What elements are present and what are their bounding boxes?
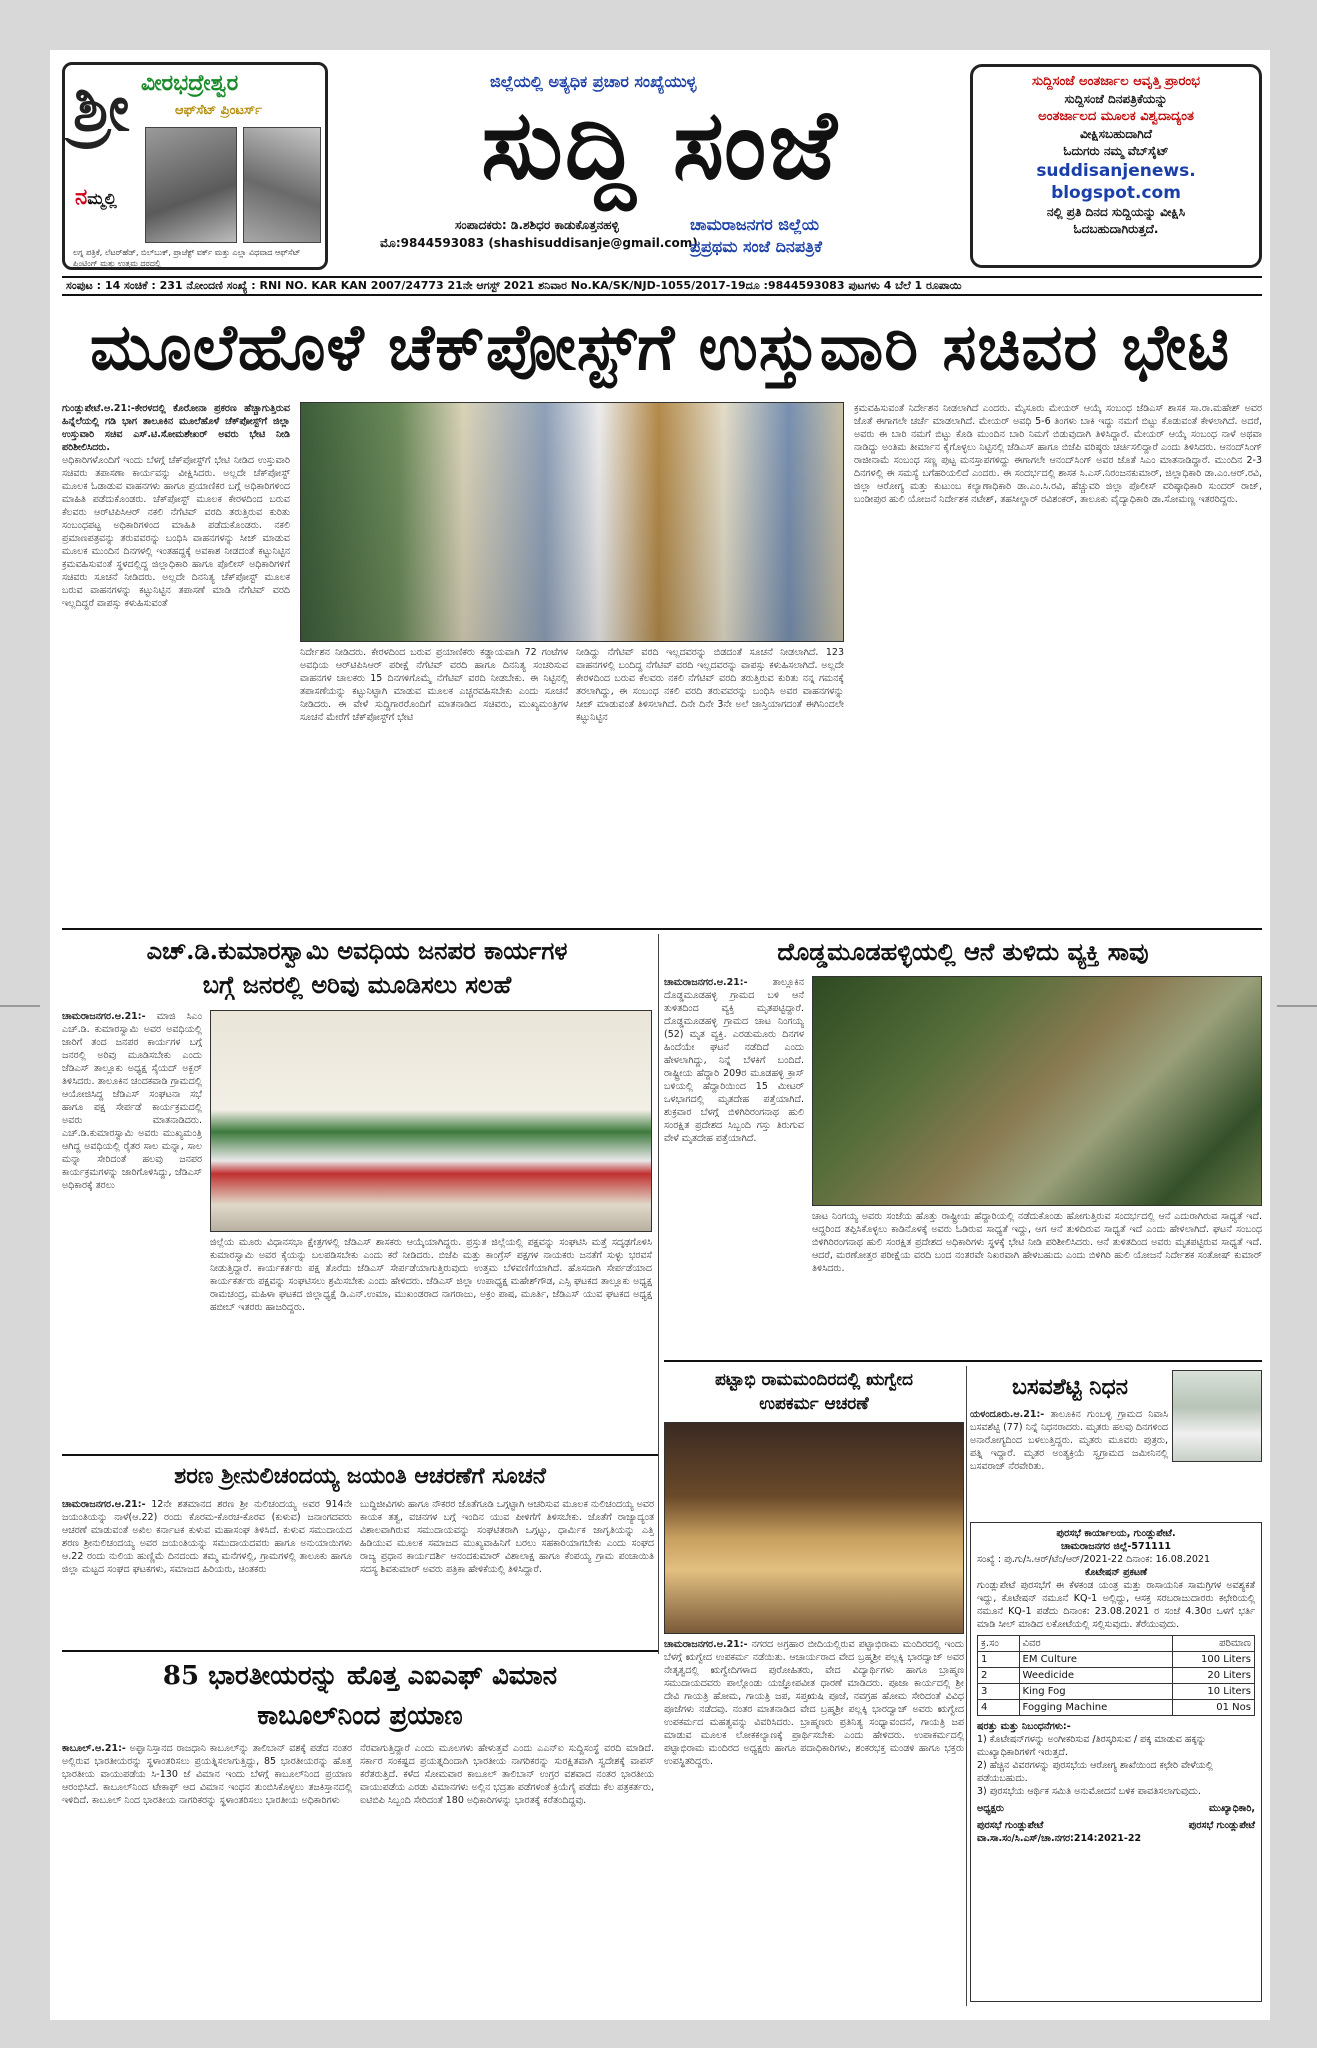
website-link[interactable]: suddisanjenews. — [1036, 161, 1196, 181]
story7-column2: ನೆರವಾಗುತ್ತಿದ್ದಾರೆ ಎಂದು ಮೂಲಗಳು ಹೇಳುತ್ತವೆ ಎಂದು ಎಎನ್‌ಐ ಸುದ್ದಿಸಂಸ್ಥೆ ವರದಿ ಮಾಡಿದೆ. ಸರ್ಕಾರ ಸಂಕಷ್ಟದ ಪ್ರಯತ್ನದಿಂದಾಗಿ ಭಾರತೀಯ ನಾಗರಿಕರನ್ನು ಸುರಕ್ಷಿತವಾಗಿ ಸ್ವದೇಶಕ್ಕೆ ವಾಪಸ್ ಕರೆತರುತ್ತಿದೆ. ಕಳೆದ ಸೋಮವಾರ ಕಾಬೂಲ್ ತಾಲಿಬಾನ್ ಉಗ್ರರ ವಶವಾದ ನಂತರ ಭಾರತೀಯ ವಾಯುಪಡೆಯ ಎರಡು ವಿಮಾನಗಳು ಅಲ್ಲಿನ ಭದ್ರತಾ ಪಡೆಗಳಂತೆ ಕ್ರಿಯೆಗೈ ಪಡೆದು ಕೆಲ ಪತ್ರಕರ್ತರು, ಐಟಿಬಿಪಿ ಸಿಬ್ಬಂದಿ ಸೇರಿದಂತೆ 180 ಅಧಿಕಾರಿಗಳನ್ನು ಭಾರತಕ್ಕೆ ಕರೆತಂದಿದ್ದವು. — [360, 1743, 654, 1806]
crop-mark-left — [0, 1005, 40, 1007]
story2-headline: ಎಚ್.ಡಿ.ಕುಮಾರಸ್ವಾಮಿ ಅವಧಿಯ ಜನಪರ ಕಾರ್ಯಗಳ ಬಗ್ಗೆ ಜನರಲ್ಲಿ ಅರಿವು ಮೂಡಿಸಲು ಸಲಹೆ — [146, 936, 568, 999]
obituary-portrait — [1172, 1370, 1262, 1462]
printer-name: ವೀರಭದ್ರೇಶ್ವರ — [141, 71, 239, 96]
crop-mark-right — [1277, 1005, 1317, 1007]
contact-line: ಮೊ:9844593083 (shashisuddisanje@gmail.com) — [380, 236, 698, 250]
district-tagline: ಚಾಮರಾಜನಗರ ಜಿಲ್ಲೆಯ ಪ್ರಪ್ರಥಮ ಸಂಜೆ ದಿನಪತ್ರಿಕೆ — [690, 215, 823, 256]
checkpost-visit-photo — [300, 402, 844, 642]
notice-footer: ವಾ.ಸಾ.ಸಂ/ಸಿ.ಎಸ್/ಚಾ.ನಗರ:214:2021-22 — [977, 1833, 1142, 1844]
story5-headline: ಪಟ್ಟಾಭಿ ರಾಮಮಂದಿರದಲ್ಲಿ ಋಗ್ವೇದ ಉಪಕರ್ಮ ಆಚರಣೆ — [714, 1370, 914, 1414]
deity-image-right — [243, 127, 321, 243]
term-1: 1) ಕೊಟೇಷನ್‌ಗಳನ್ನು ಅಂಗೀಕರಿಸುವ /ತಿರಸ್ಕರಿಸುವ / ಪಕ್ಕ ಮಾಡುವ ಹಕ್ಕನ್ನು ಮುಖ್ಯಾಧಿಕಾರಿಗಳಿಗೆ ಇರುತ್ತದೆ. — [977, 1734, 1207, 1758]
story4-headline: ಶರಣ ಶ್ರೀನುಲಿಚಂದಯ್ಯ ಜಯಂತಿ ಆಚರಣೆಗೆ ಸೂಚನೆ — [174, 1463, 546, 1489]
story4-column1: ಚಾಮರಾಜನಗರ.ಆ.21:- 12ನೇ ಶತಮಾನದ ಶರಣ ಶ್ರೀ ನುಲಿಚಂದಯ್ಯ ಅವರ 914ನೇ ಜಯಂತಿಯನ್ನು ನಾಳೆ(ಆ.22) ರಂದು ಕೊರಮ-ಕೊರಚ-ಕೊರವ (ಕುಳುವ) ಜನಾಂಗದವರು ಆಚರಣೆ ಮಾಡುವಂತೆ ಅಖಿಲ ಕರ್ನಾಟಕ ಕುಳುವ ಮಹಾಸಂಘ ತಿಳಿಸಿದೆ. ಕುಳುವ ಸಮುದಾಯದ ಶರಣ ಶ್ರೀನುಲಿಚಂದಯ್ಯ ಅವರ ಜಯಂತಿಯನ್ನು ಸಮುದಾಯದವರು ಹಾಗೂ ಅನುಯಾಯಿಗಳು ಆ.22 ರಂದು ನುಲಿಯ ಹುಣ್ಣಿಮೆ ದಿನದಂದು ತಮ್ಮ ಮನೆಗಳಲ್ಲಿ, ಗ್ರಾಮಗಳಲ್ಲಿ ತಾಲೂಕು ಹಾಗೂ ಜಿಲ್ಲಾ ಮಟ್ಟದ ಸಂಘದ ಘಟಕಗಳು, ಸಮಾಜದ ಹಿರಿಯರು, ಚಿಂತಕರು — [62, 1499, 352, 1575]
table-row: 3 King Fog 10 Liters — [978, 1684, 1255, 1700]
story1-column2: ನಿರ್ದೇಶನ ನೀಡಿದರು. ಕೇರಳದಿಂದ ಬರುವ ಪ್ರಯಾಣಿಕರು ಕಡ್ಡಾಯವಾಗಿ 72 ಗಂಟೆಗಳ ಅವಧಿಯ ಆರ್‌ಟಿಪಿಸಿಆರ್ ಪರೀಕ್ಷೆ ನೆಗೆಟಿವ್ ವರದಿ ಹಾಗೂ ದಿನನಿತ್ಯ ಸಂಚರಿಸುವ ವಾಹನಗಳ ಚಾಲಕರು 15 ದಿನಗಳಿಗೊಮ್ಮೆ ನೆಗೆಟಿವ್ ವರದಿ ನೀಡಬೇಕು. ಈ ನಿಟ್ಟಿನಲ್ಲಿ ತಪಾಸಣೆಯನ್ನು ಕಟ್ಟುನಿಟ್ಟಾಗಿ ಮಾಡುವ ಮೂಲಕ ಎಚ್ಚರವಹಿಸಬೇಕು ಎಂದು ಸೂಚನೆ ನೀಡಿದರು. ಈ ವೇಳೆ ಸುದ್ದಿಗಾರರೊಂದಿಗೆ ಮಾತನಾಡಿದ ಸಚಿವರು, ಮುಖ್ಯಮಂತ್ರಿಗಳ ಸೂಚನೆ ಮೇರೆಗೆ ಚೆಕ್‌ಪೋಸ್ಟ್‌ಗೆ ಭೇಟಿ — [300, 647, 568, 723]
story3-column2: ಚಾಟ ನಿಂಗಯ್ಯ ಅವರು ಸಂಜೆಯ ಹೊತ್ತು ರಾಷ್ಟ್ರೀಯ ಹೆದ್ದಾರಿಯಲ್ಲಿ ನಡೆದುಕೊಂಡು ಹೋಗುತ್ತಿರುವ ಸಂದರ್ಭದಲ್ಲಿ ಆನೆ ಎದುರಾಗಿರುವ ಸಾಧ್ಯತೆ ಇದೆ. ಆದ್ದರಿಂದ ತಪ್ಪಿಸಿಕೊಳ್ಳಲು ಕಾಡಿನೊಳಕ್ಕೆ ಅವರು ಓಡಿರುವ ಸಾಧ್ಯತೆ ಇದ್ದು, ಆಗ ಆನೆ ತುಳಿದಿರುವ ಸಾಧ್ಯತೆ ಇದೆ ಎಂದು ಹೇಳಲಾಗಿದೆ. ಘಟನೆ ಸಂಬಂಧ ಬಿಳಿಗಿರಿರಂಗನಾಥ ಹುಲಿ ಸಂರಕ್ಷಿತ ಪ್ರದೇಶದ ಅಧಿಕಾರಿಗಳು ಸ್ಥಳಕ್ಕೆ ಭೇಟಿ ನೀಡಿ ಪರಿಶೀಲಿಸಿದರು. ಆನೆ ತುಳಿತದಿಂದ ಅವರು ಮೃತಪಟ್ಟಿರುವ ಸಾಧ್ಯತೆ ಇದೆ. ಆದರೆ, ಮರಣೋತ್ತರ ಪರೀಕ್ಷೆಯ ವರದಿ ಬಂದ ನಂತರವೇ ನಿಖರವಾಗಿ ಹೇಳಬಹುದು ಎಂದು ಬಿಳಿಗಿರಿ ಹುಲಿ ಯೋಜನೆ ನಿರ್ದೇಶಕ ಸಂತೋಷ್ ಕುಮಾರ್ ತಿಳಿಸಿದರು. — [812, 1211, 1262, 1274]
table-row: 2 Weedicide 20 Liters — [978, 1668, 1255, 1684]
story1-column1: ಗುಂಡ್ಲುಪೇಟೆ.ಆ.21:-ಕೇರಳದಲ್ಲಿ ಕೊರೋನಾ ಪ್ರಕರಣ ಹೆಚ್ಚಾಗುತ್ತಿರುವ ಹಿನ್ನೆಲೆಯಲ್ಲಿ ಗಡಿ ಭಾಗ ತಾಲೂಕಿನ ಮೂಲೆಹೊಳೆ ಚೆಕ್‌ಪೋಸ್ಟ್‌ಗೆ ಜಿಲ್ಲಾ ಉಸ್ತುವಾರಿ ಸಚಿವ ಎಸ್.ಟಿ.ಸೋಮಶೇಖರ್ ಅವರು ಭೇಟಿ ನೀಡಿ ಪರಿಶೀಲಿಸಿದರು. ಅಧಿಕಾರಿಗಳೊಂದಿಗೆ ಇಂದು ಬೆಳಗ್ಗೆ ಚೆಕ್‌ಪೋಸ್ಟ್‌ಗೆ ಭೇಟಿ ನೀಡಿದ ಉಸ್ತುವಾರಿ ಸಚಿವರು ತಪಾಸಣಾ ಕಾರ್ಯವನ್ನು ವೀಕ್ಷಿಸಿದರು. ಅಲ್ಲದೇ ಚೆಕ್‌ಪೋಸ್ಟ್ ಮೂಲಕ ಓಡಾಡುವ ವಾಹನಗಳು ಹಾಗೂ ಪ್ರಯಾಣಿಕರ ಬಗ್ಗೆ ಅಧಿಕಾರಿಗಳಿಂದ ಮಾಹಿತಿ ಪಡೆದುಕೊಂಡರು. ಚೆಕ್‌ಪೋಸ್ಟ್ ಮೂಲಕ ಕೇರಳದಿಂದ ಬರುವ ಕೆಲವರು ಆರ್‌ಟಿಪಿಸಿಆರ್ ನಕಲಿ ನೆಗೆಟಿವ್ ವರದಿ ತರುತ್ತಿರುವ ಕುರಿತು ಸಂಬಂಧಪಟ್ಟ ಅಧಿಕಾರಿಗಳಿಂದ ಮಾಹಿತಿ ಪಡೆದುಕೊಂಡರು. ನಕಲಿ ಪ್ರಮಾಣಪತ್ರವನ್ನು ತರುವವರನ್ನು ಬಂಧಿಸಿ ವಾಹನಗಳನ್ನು ಸೀಜ್ ಮಾಡುವ ಮೂಲಕ ಮುಂದಿನ ದಿನಗಳಲ್ಲಿ ಇಂತಹದ್ದಕ್ಕೆ ಅವಕಾಶ ನೀಡದಂತೆ ಕಟ್ಟುನಿಟ್ಟಿನ ಕ್ರಮವಹಿಸುವಂತೆ ಸ್ಥಳದಲ್ಲಿದ್ದ ಜಿಲ್ಲಾಧಿಕಾರಿ ಹಾಗೂ ಪೊಲೀಸ್ ಅಧಿಕಾರಿಗಳಿಗೆ ಸಚಿವರು ಸೂಚನೆ ನೀಡಿದರು. ಅಲ್ಲದೇ ದಿನನಿತ್ಯ ಚೆಕ್‌ಪೋಸ್ಟ್ ಮೂಲಕ ಬರುವ ವಾಹನಗಳನ್ನು ಕಟ್ಟುನಿಟ್ಟಿನ ತಪಾಸಣೆ ಮಾಡಿ ನೆಗೆಟಿವ್ ವರದಿ ಇಲ್ಲದಿದ್ದರೆ ವಾಪಸ್ಸು ಕಳುಹಿಸುವಂತೆ — [62, 403, 290, 609]
notice-office: ಪುರಸಭೆ ಕಾರ್ಯಾಲಯ, ಗುಂಡ್ಲುಪೇಟೆ. — [1056, 1528, 1176, 1539]
story3-column1: ಚಾಮರಾಜನಗರ.ಆ.21:- ತಾಲ್ಲೂಕಿನ ದೊಡ್ಡಮೂಡಹಳ್ಳಿ ಗ್ರಾಮದ ಬಳಿ ಆನೆ ತುಳಿತದಿಂದ ವ್ಯಕ್ತಿ ಮೃತಪಟ್ಟಿದ್ದಾರೆ. ದೊಡ್ಡಮೂಡಹಳ್ಳಿ ಗ್ರಾಮದ ಚಾಟ ನಿಂಗಯ್ಯ (52) ಮೃತ ವ್ಯಕ್ತಿ. ಎರಡುಮೂರು ದಿನಗಳ ಹಿಂದೆಯೇ ಘಟನೆ ನಡೆದಿದೆ ಎಂದು ಹೇಳಲಾಗಿದ್ದು, ನಿನ್ನೆ ಬೆಳಕಿಗೆ ಬಂದಿದೆ. ರಾಷ್ಟ್ರೀಯ ಹೆದ್ದಾರಿ 209ರ ಮೂಡಹಳ್ಳಿ ಕ್ರಾಸ್ ಬಳಿಯಲ್ಲಿ ಹೆದ್ದಾರಿಯಿಂದ 15 ಮೀಟರ್ ಒಳಭಾಗದಲ್ಲಿ ಮೃತದೇಹ ಪತ್ತೆಯಾಗಿದೆ. ಶುಕ್ರವಾರ ಬೆಳಗ್ಗೆ ಬಿಳಿಗಿರಿರಂಗನಾಥ ಹುಲಿ ಸಂರಕ್ಷಿತ ಪ್ರದೇಶದ ಸಿಬ್ಬಂದಿ ಗಸ್ತು ತಿರುಗುವ ವೇಳೆ ಮೃತದೇಹ ಪತ್ತೆಯಾಗಿದೆ. — [664, 977, 804, 1144]
jds-meeting-photo — [210, 1010, 652, 1232]
main-headline: ಮೂಲೆಹೊಳೆ ಚೆಕ್‌ಪೋಸ್ಟ್‌ಗೆ ಉಸ್ತುವಾರಿ ಸಚಿವರ ಭೇಟಿ — [89, 310, 1231, 385]
story4-column2: ಬುದ್ಧಿಜೀವಿಗಳು ಹಾಗೂ ನೌಕರರ ಜೊತೆಗೂಡಿ ಒಗ್ಗಟ್ಟಾಗಿ ಆಚರಿಸುವ ಮೂಲಕ ನುಲಿಚಂದಯ್ಯ ಅವರ ಕಾಯಕ ತತ್ವ, ವಚನಗಳ ಬಗ್ಗೆ ಇಂದಿನ ಯುವ ಪೀಳಿಗೆಗೆ ತಿಳಿಸಬೇಕು. ಜೊತೆಗೆ ರಾಜ್ಯಾದ್ಯಂತ ವಿಶಾಲವಾಗಿರುವ ಸಮುದಾಯವನ್ನು ಸಂಘಟಿತರಾಗಿ ಒಗ್ಗಟ್ಟು, ಧಾರ್ಮಿಕ ಜಾಗೃತಿಯನ್ನು ಎತ್ತಿ ಹಿಡಿಯುವ ಮೂಲಕ ಸಮಾಜದ ಮುಖ್ಯವಾಹಿನಿಗೆ ಬರಲು ಸಹಕಾರಿಯಾಗಬೇಕು ಎಂದು ಸಂಘದ ರಾಜ್ಯ ಪ್ರಧಾನ ಕಾರ್ಯದರ್ಶಿ ಆನಂದಕುಮಾರ್ ವಿಶಾಲಾಕ್ಷ ಹಾಗೂ ಕೆಂಪಯ್ಯ ಗ್ರಾಮ ಪಂಚಾಯಿತಿ ಸದಸ್ಯ ಶಿವಕುಮಾರ್ ಅವರು ಪತ್ರಿಕಾ ಹೇಳಿಕೆಯಲ್ಲಿ ತಿಳಿಸಿದ್ದಾರೆ. — [360, 1499, 654, 1575]
quotation-items-table — [977, 1635, 1255, 1716]
signatures: ಅಧ್ಯಕ್ಷರು ಮುಖ್ಯಾಧಿಕಾರಿ, — [977, 1803, 1255, 1814]
upakarma-ritual-photo — [664, 1422, 964, 1634]
deity-image-left — [145, 127, 237, 243]
nammalli-label: ನಮ್ಮಲ್ಲಿ — [75, 185, 117, 210]
story7-headline: 85 ಭಾರತೀಯರನ್ನು ಹೊತ್ತ ಎಐಎಫ್ ವಿಮಾನ ಕಾಬೂಲ್‌ನಿಂದ ಪ್ರಯಾಣ — [162, 1661, 558, 1731]
divider — [62, 928, 1262, 930]
website-link-domain[interactable]: blogspot.com — [1051, 183, 1181, 203]
story2-column2: ಜಿಲ್ಲೆಯ ಮೂರು ವಿಧಾನಸಭಾ ಕ್ಷೇತ್ರಗಳಲ್ಲಿ ಜೆಡಿಎಸ್ ಶಾಸಕರು ಆಯ್ಕೆಯಾಗಿದ್ದರು. ಪ್ರಸ್ತುತ ಜಿಲ್ಲೆಯಲ್ಲಿ ಪಕ್ಷವನ್ನು ಸಂಘಟಿಸಿ ಮತ್ತೆ ಸದೃಢಗೊಳಿಸಿ ಕುಮಾರಸ್ವಾಮಿ ಅವರ ಕೈಯನ್ನು ಬಲಪಡಿಸಬೇಕು ಎಂದು ಕರೆ ನೀಡಿದರು. ಬಿಜೆಪಿ ಮತ್ತು ಕಾಂಗ್ರೆಸ್ ಪಕ್ಷಗಳ ನಾಯಕರು ಜನತೆಗೆ ಸುಳ್ಳು ಭರವಸೆ ನೀಡುತ್ತಿದ್ದಾರೆ. ಕಾರ್ಯಕರ್ತರು ಪಕ್ಷ ತೊರೆದು ಜೆಡಿಎಸ್ ಸೇರ್ಪಡೆಯಾಗುತ್ತಿರುವುದು ಉತ್ತಮ ಬೆಳವಣಿಗೆಯಾಗಿದೆ. ಹೊಸದಾಗಿ ಸೇರ್ಪಡೆಯಾದ ಕಾರ್ಯಕರ್ತರು ಪಕ್ಷವನ್ನು ಸಂಘಟಿಸಲು ಶ್ರಮಿಸಬೇಕು ಎಂದು ಹೇಳಿದರು. ಜೆಡಿಎಸ್ ಜಿಲ್ಲಾ ಉಪಾಧ್ಯಕ್ಷ ಮಹೇಶ್‌ಗೌಡ, ಎಸ್ಸಿ ಘಟಕದ ತಾಲ್ಲೂಕು ಅಧ್ಯಕ್ಷ ರಾಮಚಂದ್ರ, ಮಹಿಳಾ ಘಟಕದ ಜಿಲ್ಲಾಧ್ಯಕ್ಷೆ ಡಿ.ಎನ್.ಉಮಾ, ಮುಖಂಡರಾದ ನಾಗರಾಜು, ಅಕ್ರಂ ಪಾಷ, ಮೂರ್ತಿ, ಜೆಡಿಎಸ್ ಯುವ ಘಟಕದ ಅಧ್ಯಕ್ಷ ಹಬೀಬ್ ಇತರರು ಹಾಜರಿದ್ದರು. — [210, 1237, 652, 1313]
term-2: 2) ಹೆಚ್ಚಿನ ವಿವರಗಳನ್ನು ಪುರಸಭೆಯ ಆರೋಗ್ಯ ಶಾಖೆಯಿಂದ ಕಛೇರಿ ವೇಳೆಯಲ್ಲಿ ಪಡೆಯಬಹುದು. — [977, 1760, 1213, 1784]
table-row: 4 Fogging Machine 01 Nos — [978, 1700, 1255, 1716]
story1-column4: ಕ್ರಮವಹಿಸುವಂತೆ ನಿರ್ದೇಶನ ನೀಡಲಾಗಿದೆ ಎಂದರು. ಮೈಸೂರು ಮೇಯರ್ ಆಯ್ಕೆ ಸಂಬಂಧ ಜೆಡಿಎಸ್ ಶಾಸಕ ಸಾ.ರಾ.ಮಹೇಶ್ ಅವರ ಜೊತೆ ಈಗಾಗಲೇ ಚರ್ಚೆ ಮಾಡಲಾಗಿದೆ. ಮೇಯರ್ ಅವಧಿ 5-6 ತಿಂಗಳು ಬಾಕಿ ಇದ್ದು ನಮಗೆ ಬಿಟ್ಟು ಕೊಡುವಂತೆ ಕೇಳಲಾಗಿದೆ. ಅದರೆ, ಅವರು ಈ ಬಾರಿ ನಮಗೆ ಬಿಟ್ಟು ಕೊಡಿ ಮುಂದಿನ ಬಾರಿ ನಿಮಗೆ ಬಿಡುವುದಾಗಿ ತಿಳಿಸಿದ್ದಾರೆ. ಮೇಯರ್ ಆಯ್ಕೆ ಸಂಬಂಧ ನಾಳೆ ಅಥವಾ ನಾಡಿದ್ದು ಅಂತಿಮ ತೀರ್ಮಾನ ಕೈಗೊಳ್ಳಲು ನಿಟ್ಟಿನಲ್ಲಿ ಜೆಡಿಎಸ್ ಹಾಗೂ ಬಿಜೆಪಿ ವರಿಷ್ಠರು ಚರ್ಚಿಸಲಿದ್ದಾರೆ ಎಂದು ತಿಳಿಸಿದರು. ಆನಂದ್‌ಸಿಂಗ್ ರಾಜೀನಾಮೆ ಸಂಬಂಧ ಸಣ್ಣ ಪುಟ್ಟ ಮನಸ್ತಾಪಗಳಿದ್ದು ಈಗಾಗಲೇ ಆನಂದ್‌ಸಿಂಗ್ ಅವರ ಜೊತೆ ಸಿಎಂ ಮಾತನಾಡಿದ್ದಾರೆ. ಮುಂದಿನ 2-3 ದಿನಗಳಲ್ಲಿ ಈ ಸಮಸ್ಯೆ ಬಗೆಹರಿಯಲಿದೆ ಎಂದರು. ಈ ಸಂದರ್ಭದಲ್ಲಿ ಶಾಸಕ ಸಿ.ಎಸ್.ನಿರಂಜನಕುಮಾರ್, ಜಿಲ್ಲಾಧಿಕಾರಿ ಡಾ.ಎಂ.ಆರ್.ರವಿ, ಜಿಲ್ಲಾ ಆರೋಗ್ಯ ಮತ್ತು ಕುಟುಂಬ ಕಲ್ಯಾಣಾಧಿಕಾರಿ ಡಾ.ಎಂ.ಸಿ.ರವಿ, ಹೆಚ್ಚುವರಿ ಜಿಲ್ಲಾ ಪೊಲೀಸ್ ವರಿಷ್ಠಾಧಿಕಾರಿ ಸುಂದರ್ ರಾಜ್, ಬಂಡೀಪುರ ಹುಲಿ ಯೋಜನೆ ನಿರ್ದೇಶಕ ನಟೇಶ್, ತಹಸೀಲ್ದಾರ್ ರವಿಶಂಕರ್, ತಾಲೂಕು ವೈದ್ಯಾಧಿಕಾರಿ ಡಾ.ಸೋಮಣ್ಣ ಇತರರಿದ್ದರು. — [854, 403, 1262, 505]
column-divider — [658, 934, 659, 1654]
story6-headline: ಬಸವಶೆಟ್ಟಿ ನಿಧನ — [1012, 1374, 1128, 1400]
table-header-row: ಕ್ರ.ಸಂ ವಿವರ ಪರಿಮಾಣ — [978, 1636, 1255, 1652]
signatures-office: ಪುರಸಭೆ ಗುಂಡ್ಲುಪೇಟೆ ಪುರಸಭೆ ಗುಂಡ್ಲುಪೇಟೆ — [977, 1820, 1255, 1831]
web-edition-ad: ಸುದ್ದಿಸಂಜೆ ಅಂತರ್ಜಾಲ ಆವೃತ್ತಿ ಪ್ರಾರಂಭ ಸುದ್ದಿಸಂಜೆ ದಿನಪತ್ರಿಕೆಯನ್ನು ಅಂತರ್ಜಾಲದ ಮೂಲಕ ವಿಶ್ವದಾದ್ಯಂತ ವೀಕ್ಷಿಸಬಹುದಾಗಿದೆ ಓದುಗರು ನಮ್ಮ ವೆಬ್‌ಸೈಟ್ suddisanjenews. blogspot.com ನಲ್ಲಿ ಪ್ರತಿ ದಿನದ ಸುದ್ದಿಯನ್ನು ವೀಕ್ಷಿಸಿ ಓದಬಹುದಾಗಿರುತ್ತದೆ. — [970, 64, 1262, 268]
newspaper-title: ಸುದ್ದಿ ಸಂಜೆ — [481, 88, 839, 201]
elephant-attack-site-photo — [812, 976, 1262, 1206]
term-3: 3) ಪುರಸಭೆಯ ಆರ್ಥಿಕ ಸಮಿತಿ ಅನುಮೋದನೆ ಬಳಿಕ ಪಾವತಿಸಲಾಗುವುದು. — [977, 1786, 1201, 1797]
story5-column: ಚಾಮರಾಜನಗರ.ಆ.21:- ನಗರದ ಅಗ್ರಹಾರ ಬೀದಿಯಲ್ಲಿರುವ ಪಟ್ಟಾಭಿರಾಮ ಮಂದಿರದಲ್ಲಿ ಇಂದು ಬೆಳಗ್ಗೆ ಋಗ್ವೇದ ಉಪಕರ್ಮ ನಡೆಯಿತು. ಆಚಾರ್ಯರಾದ ವೇದ ಬ್ರಹ್ಮಶ್ರೀ ಪಲ್ಲಕ್ಕಿ ಭಾರದ್ವಾಜ್ ಅವರ ನೇತೃತ್ವದಲ್ಲಿ ಋಗ್ವೇದಿಗಳಾದ ಪುರೋಹಿತರು, ವೇದ ವಿದ್ಯಾರ್ಥಿಗಳು ಹಾಗೂ ಬ್ರಾಹ್ಮಣ ಸಮುದಾಯದವರು ಪಾಲ್ಗೊಂಡು ಯಜ್ಞೋಪವೀತ ಧಾರಣೆ ಮಾಡಿದರು. ಪೂಜಾ ಕಾರ್ಯದಲ್ಲಿ ಶ್ರೀ ದೇವಿ ಗಾಯತ್ರಿ ಹೋಮ, ಗಾಯತ್ರಿ ಜಪ, ಸಪ್ತಋಷಿ ಪೂಜೆ, ನವಗ್ರಹ ಹೋಮ ಸೇರಿದಂತೆ ವಿವಿಧ ಪೂಜೆಗಳು ನಡೆದವು. ನಂತರ ಮಾತನಾಡಿದ ವೇದ ಬ್ರಹ್ಮಶ್ರೀ ಪಲ್ಲಕ್ಕಿ ಭಾರದ್ವಾಜ್ ಅವರು ಋಗ್ವೇದ ಉಪಕರ್ಮದ ಮಹತ್ವವನ್ನು ವಿವರಿಸಿದರು. ಬ್ರಾಹ್ಮಣರು ಪ್ರತಿನಿತ್ಯ ಸಂಧ್ಯಾವಂದನೆ, ಗಾಯತ್ರಿ ಜಪ ಮಾಡುವ ಮೂಲಕ ಲೋಕಕಲ್ಯಾಣಕ್ಕೆ ಪ್ರಾರ್ಥಿಸಬೇಕು ಎಂದು ಹೇಳಿದರು. ಉಪಾಕರ್ಮದಲ್ಲಿ ಪಟ್ಟಾಭಿರಾಮ ಮಂದಿರದ ಅಧ್ಯಕ್ಷರು ಹಾಗೂ ಪದಾಧಿಕಾರಿಗಳು, ಶಂಕರಭಕ್ತ ಮಂಡಳಿ ಹಾಗೂ ಭಕ್ತರು ಉಪಸ್ಥಿತರಿದ್ದರು. — [664, 1639, 964, 1767]
table-row: 1 EM Culture 100 Liters — [978, 1652, 1255, 1668]
notice-body: ಗುಂಡ್ಲುಪೇಟೆ ಪುರಸಭೆಗೆ ಈ ಕೆಳಕಂಡ ಯಂತ್ರ ಮತ್ತು ರಾಸಾಯನಿಕ ಸಾಮಗ್ರಿಗಳ ಅವಶ್ಯಕತೆ ಇದ್ದು, ಕೊಟೇಷನ್ ನಮೂನೆ KQ-1 ಅಲ್ಲಿದ್ದು, ಆಸಕ್ತ ಸರಬರಾಜುದಾರರು ಕಛೇರಿಯಲ್ಲಿ ನಮೂನೆ KQ-1 ಪಡೆದು ದಿನಾಂಕ: 23.08.2021 ರ ಸಂಜೆ 4.30ರ ಒಳಗೆ ಭರ್ತಿ ಮಾಡಿ ಸೀಲ್ ಮಾಡಿದ ಲಕೋಟೆಯಲ್ಲಿ ಸಲ್ಲಿಸುವುದು. ತೆರೆಯುವುದು. — [977, 1580, 1255, 1630]
notice-reference: ಸಂಖ್ಯೆ : ಪು.ಗು/ಸಿ.ಆರ್/ಟೆಂ/ಆರ್/2021-22 ದಿನಾಂಕ: 16.08.2021 — [977, 1554, 1211, 1565]
editor-line: ಸಂಪಾದಕರು: ಡಿ.ಶಶಿಧರ ಕಾಡುಕೊತ್ತನಹಳ್ಳಿ — [455, 218, 619, 232]
terms-title: ಷರತ್ತು ಮತ್ತು ನಿಬಂಧನೆಗಳು:- — [977, 1721, 1071, 1732]
story1-column3: ನೀಡಿದ್ದು ನೆಗೆಟಿವ್ ವರದಿ ಇಲ್ಲದವರನ್ನು ಬಿಡದಂತೆ ಸೂಚನೆ ನೀಡಲಾಗಿದೆ. 123 ವಾಹನಗಳಲ್ಲಿ ಬಂದಿದ್ದ ನೆಗೆಟಿವ್ ವರದಿ ಇಲ್ಲದವರನ್ನು ವಾಪಸ್ಸು ಕಳುಹಿಸಲಾಗಿದೆ. ಅಲ್ಲದೇ ಕೇರಳದಿಂದ ಬರುವ ಕೆಲವರು ನಕಲಿ ನೆಗೆಟಿವ್ ವರದಿ ತರುತ್ತಿರುವ ಕುರಿತು ನನ್ನ ಗಮನಕ್ಕೆ ತರಲಾಗಿದ್ದು, ಈ ಸಂಬಂಧ ನಕಲಿ ವರದಿ ತರುವವರನ್ನು ಬಂಧಿಸಿ ಅವರ ವಾಹನಗಳನ್ನು ಸೀಜ್ ಮಾಡುವಂತೆ ತಿಳಿಸಲಾಗಿದೆ. ದಿನೇ ದಿನೇ 3ನೇ ಅಲೆ ಜಾಸ್ತಿಯಾಗದಂತೆ ಈಗಿನಿಂದಲೇ ಕಟ್ಟುನಿಟ್ಟಿನ — [576, 647, 844, 723]
story2-column1: ಚಾಮರಾಜನಗರ.ಆ.21:- ಮಾಜಿ ಸಿಎಂ ಎಚ್.ಡಿ. ಕುಮಾರಸ್ವಾಮಿ ಅವರ ಅವಧಿಯಲ್ಲಿ ಜಾರಿಗೆ ತಂದ ಜನಪರ ಕಾರ್ಯಗಳ ಬಗ್ಗೆ ಜನರಲ್ಲಿ ಅರಿವು ಮೂಡಿಸಬೇಕು ಎಂದು ಜೆಡಿಎಸ್ ತಾಲ್ಲೂಕು ಅಧ್ಯಕ್ಷ ಸೈಯದ್ ಅಕ್ಬರ್ ತಿಳಿಸಿದರು. ತಾಲೂಕಿನ ಚಂದಕವಾಡಿ ಗ್ರಾಮದಲ್ಲಿ ಆಯೋಜಿಸಿದ್ದ ಜೆಡಿಎಸ್ ಸಂಘಟನಾ ಸಭೆ ಹಾಗೂ ಪಕ್ಷ ಸೇರ್ಪಡೆ ಕಾರ್ಯಕ್ರಮದಲ್ಲಿ ಅವರು ಮಾತನಾಡಿದರು. ಎಚ್.ಡಿ.ಕುಮಾರಸ್ವಾಮಿ ಅವರು ಮುಖ್ಯಮಂತ್ರಿ ಆಗಿದ್ದ ಅವಧಿಯಲ್ಲಿ ರೈತರ ಸಾಲ ಮನ್ನಾ, ಸಾಲ ಮನ್ನಾ ಸೇರಿದಂತೆ ಹಲವು ಜನಪರ ಕಾರ್ಯಕ್ರಮಗಳನ್ನು ಜಾರಿಗೊಳಿಸಿದ್ದು, ಜೆಡಿಎಸ್ ಅಧಿಕಾರಕ್ಕೆ ತರಲು — [62, 1011, 202, 1191]
divider — [62, 1650, 658, 1652]
story7-column1: ಕಾಬೂಲ್.ಆ.21:- ಅಫ್ಘಾನಿಸ್ತಾನದ ರಾಜಧಾನಿ ಕಾಬೂಲ್‌ನ್ನು ತಾಲಿಬಾನ್ ವಶಕ್ಕೆ ಪಡೆದ ನಂತರ ಅಲ್ಲಿರುವ ಭಾರತೀಯರನ್ನು ಸ್ಥಳಾಂತರಿಸಲು ಪ್ರಯತ್ನಿಸಲಾಗುತ್ತಿದ್ದು, 85 ಭಾರತೀಯರನ್ನು ಹೊತ್ತ ಭಾರತೀಯ ವಾಯುಪಡೆಯ ಸಿ-130 ಜೆ ವಿಮಾನ ಇಂದು ಬೆಳಗ್ಗೆ ಕಾಬೂಲ್‌ನಿಂದ ಪ್ರಯಾಣ ಆರಂಭಿಸಿದೆ. ಕಾಬೂಲ್‌ನಿಂದ ಟೇಕಾಫ್ ಆದ ವಿಮಾನ ಇಂಧನ ತುಂಬಿಸಿಕೊಳ್ಳಲು ತಜಕಿಸ್ತಾನದಲ್ಲಿ ಇಳಿದಿದೆ. ಕಾಬೂಲ್ ನಿಂದ ಭಾರತೀಯ ನಾಗರಿಕರನ್ನು ಸ್ಥಳಾಂತರಿಸಲು ಭಾರತೀಯ ಅಧಿಕಾರಿಗಳು — [62, 1743, 352, 1806]
issue-info-bar: ಸಂಪುಟ : 14 ಸಂಚಿಕೆ : 231 ನೋಂದಣಿ ಸಂಖ್ಯೆ : RNI NO. KAR KAN 2007/24773 21ನೇ ಆಗಸ್ಟ್ 2021 ಶನಿವಾರ No.KA/SK/NJD-1055/2017-19ದೂ :9844593083 ಪುಟಗಳು 4 ಬೆಲೆ 1 ರೂಪಾಯಿ — [62, 276, 1262, 296]
printer-services: ಲಗ್ನ ಪತ್ರಿಕೆ, ಲೆಟರ್‌ಹೆಡ್, ಬಿಲ್‌ಬುಕ್, ಪ್ರಾಜೆಕ್ಟ್ ವರ್ಕ್ ಮತ್ತು ಎಲ್ಲಾ ವಿಧವಾದ ಆಫ್‌ಸೆಟ್ ಪ್ರಿಂಟಿಂಗ್ ಮತ್ತು ಉತ್ತಮ ದರದಲ್ಲಿ — [73, 248, 301, 268]
divider — [62, 1454, 658, 1456]
divider — [664, 1360, 1262, 1362]
notice-district: ಚಾಮರಾಜನಗರ ಜಿಲ್ಲೆ-571111 — [1060, 1541, 1172, 1552]
printer-offset-label: ಆಫ್‌ಸೆಟ್ ಪ್ರಿಂಟರ್ಸ್ — [175, 103, 262, 118]
newspaper-page — [50, 50, 1270, 2020]
shree-logo: ಶ್ರೀ — [73, 71, 130, 146]
quotation-notice — [970, 1522, 1262, 2002]
printer-advertisement — [62, 62, 328, 270]
notice-title: ಕೊಟೇಷನ್ ಪ್ರಕಟಣೆ — [1084, 1567, 1148, 1578]
story3-headline: ದೊಡ್ಡಮೂಡಹಳ್ಳಿಯಲ್ಲಿ ಆನೆ ತುಳಿದು ವ್ಯಕ್ತಿ ಸಾವು — [777, 937, 1149, 966]
story6-column: ಯಳಂದೂರು.ಆ.21:- ತಾಲೂಕಿನ ಗುಂಬಳ್ಳಿ ಗ್ರಾಮದ ನಿವಾಸಿ ಬಸವಶೆಟ್ಟಿ (77) ನಿನ್ನೆ ನಿಧನರಾದರು. ಮೃತರು ಹಲವು ದಿನಗಳಿಂದ ಅನಾರೋಗ್ಯದಿಂದ ಬಳಲುತ್ತಿದ್ದರು. ಮೃತರು ಮೂವರು ಪುತ್ರರು, ಪತ್ನಿ ಇದ್ದಾರೆ. ಮೃತರ ಅಂತ್ಯಕ್ರಿಯೆ ಸ್ವಗ್ರಾಮದ ಜಮೀನಿನಲ್ಲಿ ಬಸವರಾಜ್ ನೆರವೇರಿತು. — [970, 1409, 1168, 1472]
column-divider — [966, 1366, 967, 2006]
masthead-tagline: ಜಿಲ್ಲೆಯಲ್ಲಿ ಅತ್ಯಧಿಕ ಪ್ರಚಾರ ಸಂಖ್ಯೆಯುಳ್ಳ — [490, 72, 697, 91]
